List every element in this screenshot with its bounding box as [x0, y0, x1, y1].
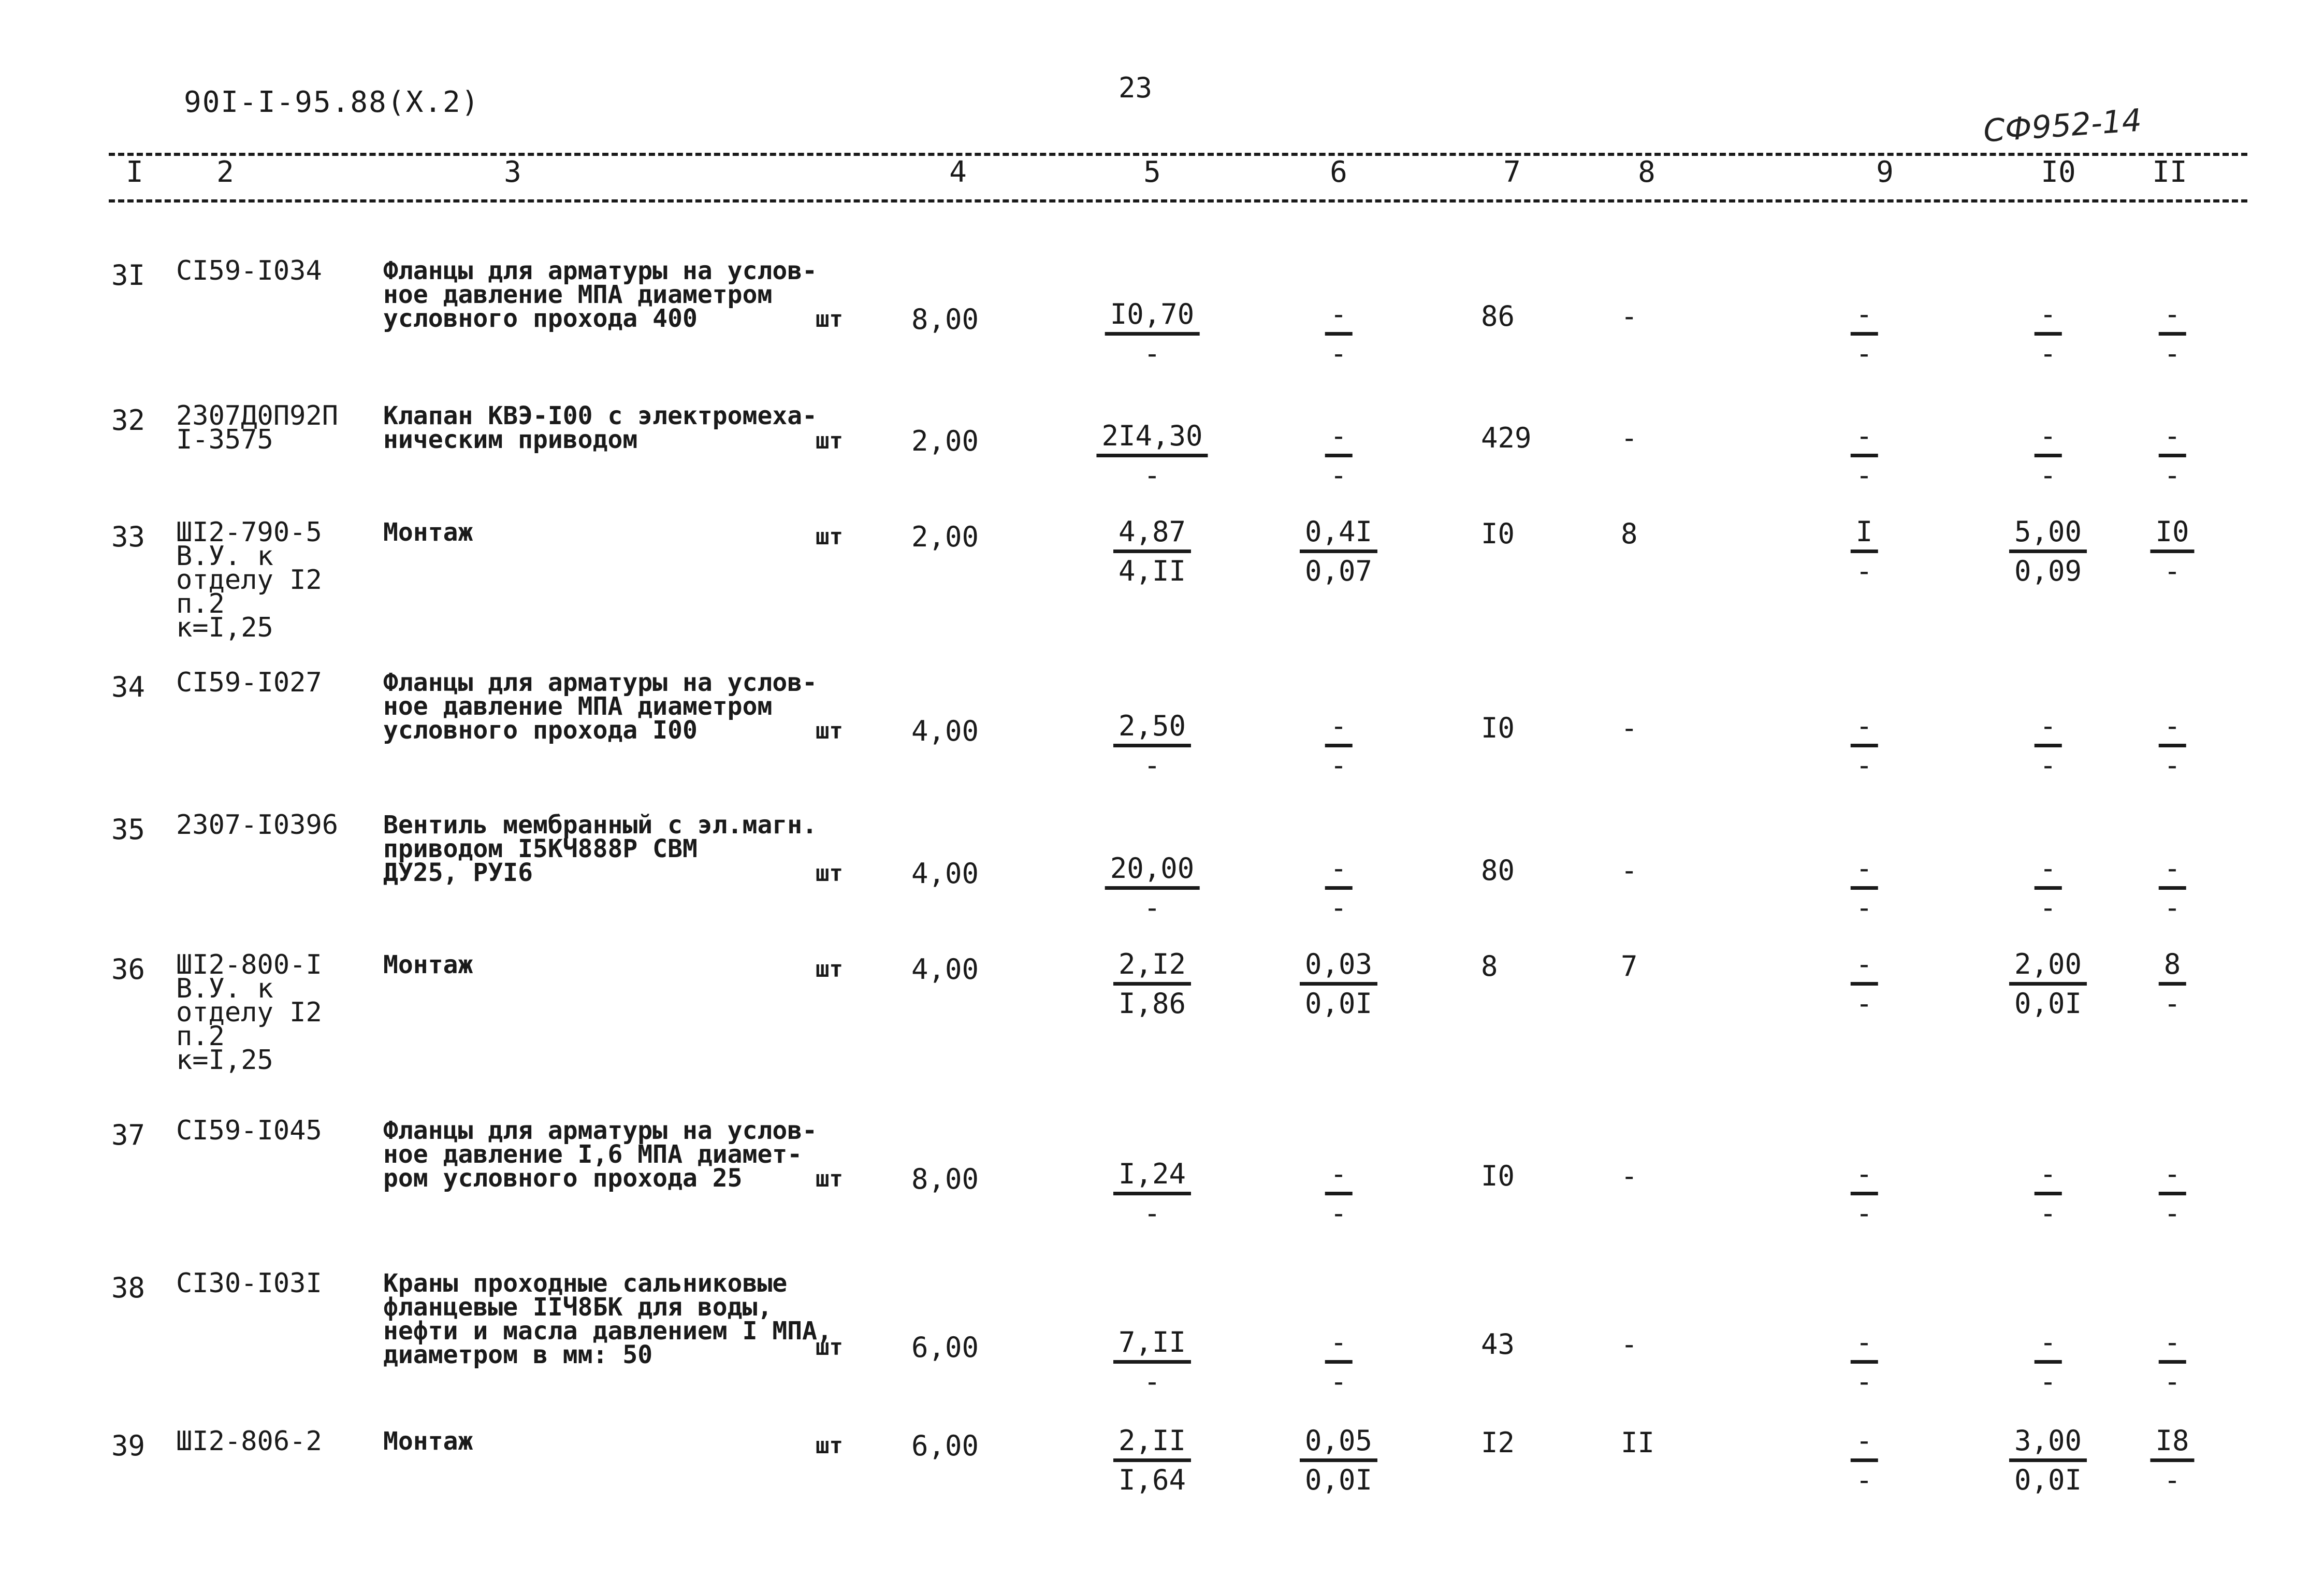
fraction-denominator: -: [2163, 749, 2181, 782]
col7-value: I0: [1481, 1160, 1515, 1192]
col7-value: 86: [1481, 300, 1515, 333]
fraction-denominator: -: [2039, 891, 2057, 924]
fraction-denominator: -: [2163, 1464, 2181, 1496]
fraction-cell: [2159, 851, 2186, 926]
row-index: 32: [111, 404, 146, 437]
item-description: Вентиль мембранный с эл.магн. приводом I5КЧ888Р СВМ ДУ25, РУI6: [383, 811, 818, 887]
fraction-cell: [2159, 1157, 2186, 1232]
fraction-numerator: I0,70: [1105, 297, 1200, 336]
item-description: Монтаж: [383, 518, 473, 547]
document-code: 90I-I-95.88(X.2): [184, 85, 480, 119]
fraction-cell: [1105, 297, 1200, 372]
row-index: 33: [111, 521, 146, 553]
fraction-cell: [1300, 1423, 1377, 1498]
fraction-cell: [1325, 851, 1353, 926]
fraction-denominator: -: [1855, 987, 1873, 1020]
fraction-numerator: -: [1851, 1423, 1878, 1462]
fraction-denominator: -: [1330, 1197, 1347, 1230]
fraction-numerator: 0,03: [1300, 947, 1377, 986]
col7-value: 8: [1481, 950, 1498, 982]
fraction-numerator: -: [2159, 851, 2186, 890]
col7-value: 43: [1481, 1328, 1515, 1361]
col8-value: -: [1621, 1160, 1638, 1192]
fraction-cell: [2150, 1423, 2194, 1498]
quantity: 2,00: [911, 521, 979, 553]
fraction-cell: [1851, 514, 1878, 589]
rate-code: CI59-I034: [176, 255, 322, 286]
fraction-denominator: I,64: [1118, 1464, 1186, 1496]
unit-of-measure: шт: [816, 956, 843, 982]
fraction-denominator: -: [1143, 337, 1161, 370]
fraction-cell: [1113, 709, 1191, 784]
fraction-numerator: -: [1851, 297, 1878, 336]
col8-value: -: [1621, 422, 1638, 454]
fraction-numerator: I,24: [1113, 1157, 1191, 1195]
fraction-cell: [1113, 1157, 1191, 1232]
fraction-denominator: -: [2163, 1197, 2181, 1230]
fraction-denominator: -: [1143, 891, 1161, 924]
item-description: Монтаж: [383, 1427, 473, 1456]
column-number: 3: [504, 155, 521, 189]
column-number: II: [2152, 155, 2187, 189]
fraction-denominator: I,86: [1118, 987, 1186, 1020]
rate-code: 2307-I0396: [176, 810, 339, 841]
fraction-cell: [2009, 1423, 2087, 1498]
rate-code: 2307Д0П92П I-3575: [176, 400, 339, 455]
unit-of-measure: шт: [816, 428, 843, 454]
fraction-denominator: -: [1855, 1197, 1873, 1230]
quantity: 2,00: [911, 425, 979, 457]
archive-mark: СФ952-14: [1982, 102, 2143, 150]
quantity: 6,00: [911, 1331, 979, 1364]
fraction-denominator: -: [2163, 459, 2181, 492]
fraction-numerator: -: [1851, 851, 1878, 890]
column-number: 8: [1638, 155, 1655, 189]
fraction-denominator: -: [1855, 1365, 1873, 1398]
fraction-cell: [1113, 1325, 1191, 1400]
item-description: Фланцы для арматуры на услов- ное давление I,6 МПА диамет- ром условного прохода 25: [383, 1116, 818, 1193]
rate-code: ШI2-790-5 В.У. к отделу I2 п.2 к=I,25: [176, 517, 322, 643]
fraction-denominator: -: [1855, 555, 1873, 587]
quantity: 4,00: [911, 715, 979, 747]
fraction-denominator: -: [1855, 1464, 1873, 1496]
column-number: I: [126, 155, 143, 189]
fraction-numerator: 8: [2159, 947, 2186, 986]
fraction-numerator: -: [2159, 1325, 2186, 1364]
fraction-numerator: -: [2035, 418, 2062, 457]
col8-value: 7: [1621, 950, 1638, 982]
fraction-numerator: 0,05: [1300, 1423, 1377, 1462]
item-description: Монтаж: [383, 950, 473, 979]
fraction-numerator: -: [2159, 709, 2186, 747]
fraction-denominator: 4,II: [1118, 555, 1186, 587]
fraction-denominator: -: [2039, 1365, 2057, 1398]
quantity: 6,00: [911, 1429, 979, 1462]
fraction-denominator: 0,09: [2014, 555, 2082, 587]
fraction-numerator: -: [1851, 1157, 1878, 1195]
column-number: 9: [1876, 155, 1894, 189]
fraction-numerator: I0: [2150, 514, 2194, 553]
fraction-denominator: -: [1855, 337, 1873, 370]
fraction-cell: [1851, 1423, 1878, 1498]
rate-code: CI30-I03I: [176, 1268, 322, 1299]
header-rule-top: [109, 153, 2247, 156]
fraction-numerator: -: [1325, 851, 1353, 890]
fraction-cell: [1851, 1325, 1878, 1400]
fraction-cell: [1113, 1423, 1191, 1498]
fraction-numerator: -: [2035, 297, 2062, 336]
row-index: 38: [111, 1271, 146, 1304]
unit-of-measure: шт: [816, 1166, 843, 1192]
fraction-cell: [2009, 947, 2087, 1022]
fraction-cell: [1851, 947, 1878, 1022]
fraction-cell: [2035, 851, 2062, 926]
fraction-cell: [2035, 1325, 2062, 1400]
fraction-denominator: -: [2163, 891, 2181, 924]
fraction-cell: [1096, 418, 1208, 494]
fraction-numerator: 0,4I: [1300, 514, 1377, 553]
item-description: Фланцы для арматуры на услов- ное давление МПА диаметром условного прохода I00: [383, 668, 818, 745]
quantity: 8,00: [911, 303, 979, 336]
fraction-cell: [1105, 851, 1200, 926]
fraction-denominator: -: [2163, 987, 2181, 1020]
fraction-numerator: -: [1851, 709, 1878, 747]
fraction-numerator: 2,I2: [1113, 947, 1191, 986]
fraction-cell: [1113, 514, 1191, 589]
unit-of-measure: шт: [816, 1334, 843, 1361]
fraction-numerator: -: [1325, 1157, 1353, 1195]
fraction-cell: [2159, 1325, 2186, 1400]
fraction-denominator: -: [1855, 749, 1873, 782]
unit-of-measure: шт: [816, 718, 843, 744]
row-index: 34: [111, 671, 146, 703]
page-number: 23: [1119, 71, 1153, 104]
fraction-numerator: 2,II: [1113, 1423, 1191, 1462]
fraction-cell: [2035, 1157, 2062, 1232]
fraction-cell: [1851, 851, 1878, 926]
fraction-denominator: -: [1143, 749, 1161, 782]
fraction-denominator: -: [2163, 555, 2181, 587]
fraction-numerator: -: [1851, 1325, 1878, 1364]
fraction-denominator: 0,0I: [1304, 1464, 1373, 1496]
unit-of-measure: шт: [816, 524, 843, 550]
unit-of-measure: шт: [816, 306, 843, 333]
item-description: Клапан КВЭ-I00 с электромеха- ническим приводом: [383, 401, 818, 454]
col8-value: II: [1621, 1426, 1655, 1459]
column-number: 4: [949, 155, 967, 189]
column-number: I0: [2041, 155, 2076, 189]
fraction-denominator: -: [1855, 891, 1873, 924]
fraction-numerator: -: [1325, 418, 1353, 457]
item-description: Фланцы для арматуры на услов- ное давление МПА диаметром условного прохода 400: [383, 256, 818, 333]
fraction-numerator: 3,00: [2009, 1423, 2087, 1462]
fraction-numerator: -: [1851, 947, 1878, 986]
row-index: 3I: [111, 259, 146, 292]
col8-value: -: [1621, 300, 1638, 333]
fraction-cell: [1851, 418, 1878, 494]
fraction-numerator: 2,50: [1113, 709, 1191, 747]
fraction-denominator: -: [2039, 1197, 2057, 1230]
fraction-numerator: -: [2035, 709, 2062, 747]
fraction-numerator: -: [2035, 1157, 2062, 1195]
row-index: 39: [111, 1429, 146, 1462]
fraction-denominator: -: [1330, 749, 1347, 782]
fraction-denominator: -: [1330, 1365, 1347, 1398]
fraction-cell: [1300, 514, 1377, 589]
row-index: 37: [111, 1119, 146, 1151]
quantity: 8,00: [911, 1163, 979, 1195]
fraction-cell: [2035, 709, 2062, 784]
fraction-cell: [1300, 947, 1377, 1022]
unit-of-measure: шт: [816, 860, 843, 887]
quantity: 4,00: [911, 953, 979, 986]
fraction-cell: [2159, 709, 2186, 784]
fraction-cell: [1851, 709, 1878, 784]
fraction-numerator: 4,87: [1113, 514, 1191, 553]
fraction-denominator: -: [2163, 1365, 2181, 1398]
fraction-cell: [1325, 297, 1353, 372]
fraction-numerator: 5,00: [2009, 514, 2087, 553]
fraction-denominator: -: [1330, 337, 1347, 370]
col8-value: 8: [1621, 517, 1638, 550]
rate-code: ШI2-800-I В.У. к отделу I2 п.2 к=I,25: [176, 949, 322, 1076]
fraction-numerator: 7,II: [1113, 1325, 1191, 1364]
fraction-numerator: I: [1851, 514, 1878, 553]
fraction-denominator: 0,0I: [2014, 987, 2082, 1020]
fraction-denominator: -: [1143, 459, 1161, 492]
fraction-cell: [2035, 297, 2062, 372]
fraction-numerator: 20,00: [1105, 851, 1200, 890]
fraction-numerator: -: [2159, 1157, 2186, 1195]
rate-code: ШI2-806-2: [176, 1426, 322, 1457]
rate-code: CI59-I027: [176, 667, 322, 698]
column-number: 5: [1143, 155, 1161, 189]
fraction-numerator: -: [1325, 297, 1353, 336]
fraction-denominator: 0,0I: [1304, 987, 1373, 1020]
fraction-cell: [1851, 1157, 1878, 1232]
row-index: 35: [111, 813, 146, 846]
fraction-denominator: -: [1855, 459, 1873, 492]
fraction-denominator: 0,07: [1304, 555, 1373, 587]
col8-value: -: [1621, 1328, 1638, 1361]
fraction-denominator: -: [1143, 1365, 1161, 1398]
fraction-cell: [2159, 947, 2186, 1022]
fraction-numerator: 2,00: [2009, 947, 2087, 986]
fraction-cell: [2035, 418, 2062, 494]
col7-value: I2: [1481, 1426, 1515, 1459]
fraction-denominator: -: [2039, 459, 2057, 492]
fraction-cell: [1325, 418, 1353, 494]
fraction-denominator: -: [2163, 337, 2181, 370]
fraction-cell: [2159, 418, 2186, 494]
fraction-cell: [2159, 297, 2186, 372]
fraction-numerator: -: [2035, 851, 2062, 890]
fraction-cell: [1113, 947, 1191, 1022]
rate-code: CI59-I045: [176, 1115, 322, 1146]
fraction-numerator: -: [1851, 418, 1878, 457]
header-rule-bottom: [109, 199, 2247, 203]
unit-of-measure: шт: [816, 1433, 843, 1459]
fraction-denominator: -: [1330, 891, 1347, 924]
column-number: 7: [1503, 155, 1521, 189]
fraction-numerator: -: [2159, 418, 2186, 457]
column-number: 6: [1330, 155, 1347, 189]
col7-value: 80: [1481, 854, 1515, 887]
column-number: 2: [216, 155, 234, 189]
fraction-denominator: 0,0I: [2014, 1464, 2082, 1496]
fraction-cell: [1325, 709, 1353, 784]
fraction-cell: [1851, 297, 1878, 372]
fraction-numerator: -: [2159, 297, 2186, 336]
fraction-cell: [2009, 514, 2087, 589]
fraction-denominator: -: [2039, 337, 2057, 370]
col8-value: -: [1621, 712, 1638, 744]
fraction-numerator: -: [1325, 1325, 1353, 1364]
col8-value: -: [1621, 854, 1638, 887]
fraction-numerator: -: [1325, 709, 1353, 747]
fraction-denominator: -: [2039, 749, 2057, 782]
col7-value: I0: [1481, 517, 1515, 550]
fraction-denominator: -: [1330, 459, 1347, 492]
fraction-cell: [2150, 514, 2194, 589]
quantity: 4,00: [911, 857, 979, 890]
fraction-numerator: -: [2035, 1325, 2062, 1364]
item-description: Краны проходные сальниковые фланцевые IIЧ8БК для воды, нефти и масла давлением I МПА, диаметром в мм: 50: [383, 1269, 832, 1369]
fraction-numerator: I8: [2150, 1423, 2194, 1462]
fraction-numerator: 2I4,30: [1096, 418, 1208, 457]
col7-value: I0: [1481, 712, 1515, 744]
fraction-cell: [1325, 1325, 1353, 1400]
fraction-cell: [1325, 1157, 1353, 1232]
fraction-denominator: -: [1143, 1197, 1161, 1230]
col7-value: 429: [1481, 422, 1532, 454]
row-index: 36: [111, 953, 146, 986]
